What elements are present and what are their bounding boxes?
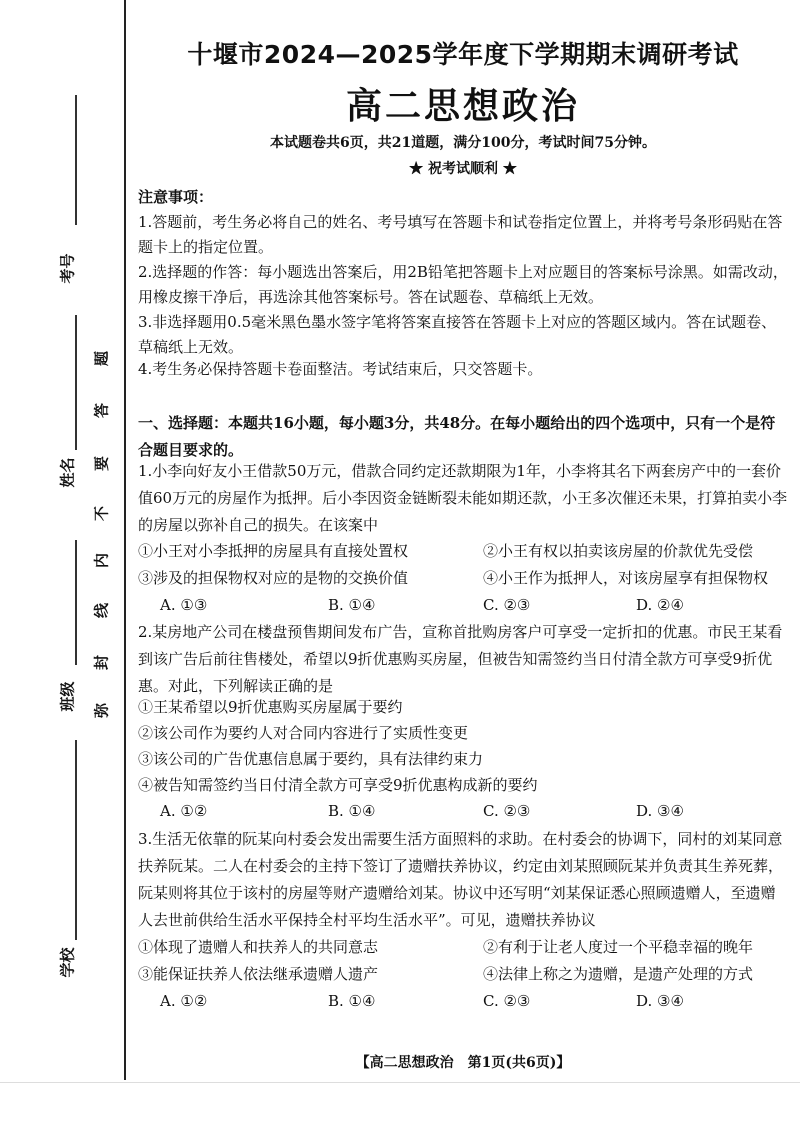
answer-choice: D. ③④ xyxy=(636,802,684,820)
question-option: ④法律上称之为遗赠，是遗产处理的方式 xyxy=(483,965,754,983)
question-stem: 1.小李向好友小王借款50万元，借款合同约定还款期限为1年，小李将其名下两套房产中的一套价值60万元的房屋作为抵押。后小李因资金链断裂未能如期还款，小王多次催还未果，打算拍卖小李的房屋以弥补自己的损失。在该案中 xyxy=(138,462,788,534)
page-footer: 【高二思想政治 第1页(共6页)】 xyxy=(355,1055,571,1071)
question-option: ②该公司作为要约人对合同内容进行了实质性变更 xyxy=(138,724,469,742)
answer-choice: A. ①② xyxy=(160,802,208,820)
notice-item: 3.非选择题用0.5毫米黑色墨水签字笔将答案直接答在答题卡上对应的答题区域内。答在试题卷、草稿纸上无效。 xyxy=(138,313,777,356)
school-line xyxy=(75,740,77,940)
seal-char: 线 xyxy=(92,603,111,619)
exam-no-line xyxy=(75,95,77,225)
question-option: ①小王对小李抵押的房屋具有直接处置权 xyxy=(138,542,409,560)
name-label: 姓名 xyxy=(58,457,77,488)
question-option: ③能保证扶养人依法继承遗赠人遗产 xyxy=(138,965,379,983)
answer-choice: D. ②④ xyxy=(636,596,684,614)
answer-choice: C. ②③ xyxy=(483,992,531,1010)
exam-title: 十堰市2024—2025学年度下学期期末调研考试 xyxy=(187,40,739,69)
answer-choice: B. ①④ xyxy=(328,992,376,1010)
question-stem: 2.某房地产公司在楼盘预售期间发布广告，宣称首批购房客户可享受一定折扣的优惠。市民王某看到该广告后前往售楼处，希望以9折优惠购买房屋，但被告知需签约当日付清全款方可享受9折优惠。对此，下列解读正确的是 xyxy=(138,623,783,695)
answer-choice: B. ①④ xyxy=(328,802,376,820)
question-option: ①体现了遗赠人和扶养人的共同意志 xyxy=(138,938,379,956)
question-option: ④小王作为抵押人，对该房屋享有担保物权 xyxy=(483,569,769,587)
exam-info: 本试题卷共6页，共21道题，满分100分，考试时间75分钟。 xyxy=(270,135,656,151)
exam-no-label: 考号 xyxy=(58,253,77,284)
question-option: ③涉及的担保物权对应的是物的交换价值 xyxy=(138,569,409,587)
seal-char: 答 xyxy=(92,403,111,419)
binding-margin xyxy=(0,0,125,1085)
answer-choice: A. ①③ xyxy=(160,596,208,614)
answer-choice: A. ①② xyxy=(160,992,208,1010)
question-stem: 3.生活无依靠的阮某向村委会发出需要生活方面照料的求助。在村委会的协调下，同村的刘某同意扶养阮某。二人在村委会的主持下签订了遗赠扶养协议，约定由刘某照顾阮某并负责其生养死葬，阮某则将其位于该村的房屋等财产遗赠给刘某。协议中还写明“刘某保证悉心照顾遗赠人，至遗赠人去世前供给生活水平保持全村平均生活水平”。可见，遗赠扶养协议 xyxy=(138,830,784,929)
notice-item: 2.选择题的作答：每小题选出答案后，用2B铅笔把答题卡上对应题目的答案标号涂黑。如需改动，用橡皮擦干净后，再选涂其他答案标号。答在试题卷、草稿纸上无效。 xyxy=(138,263,788,306)
class-line xyxy=(75,540,77,665)
answer-choice: C. ②③ xyxy=(483,596,531,614)
notice-item: 1.答题前，考生务必将自己的姓名、考号填写在答题卡和试卷指定位置上，并将考号条形码贴在答题卡上的指定位置。 xyxy=(138,213,783,256)
answer-choice: D. ③④ xyxy=(636,992,684,1010)
question-option: ③该公司的广告优惠信息属于要约，具有法律约束力 xyxy=(138,750,484,768)
answer-choice: C. ②③ xyxy=(483,802,531,820)
question-option: ②小王有权以拍卖该房屋的价款优先受偿 xyxy=(483,542,754,560)
name-line xyxy=(75,315,77,450)
good-luck-banner: ★ 祝考试顺利 ★ xyxy=(409,161,517,177)
school-label: 学校 xyxy=(58,947,77,978)
seal-char: 内 xyxy=(92,553,111,569)
subject-title: 高二思想政治 xyxy=(345,86,580,127)
seal-char: 不 xyxy=(92,506,111,522)
notice-item: 4.考生务必保持答题卡卷面整洁。考试结束后，只交答题卡。 xyxy=(138,360,543,378)
seal-char: 弥 xyxy=(92,703,111,719)
question-option: ①王某希望以9折优惠购买房屋属于要约 xyxy=(138,698,403,716)
binding-line xyxy=(124,0,126,1080)
seal-char: 题 xyxy=(92,351,111,367)
page-bottom-edge xyxy=(0,1082,800,1083)
class-label: 班级 xyxy=(58,681,77,712)
question-option: ④被告知需签约当日付清全款方可享受9折优惠构成新的要约 xyxy=(138,776,538,794)
question-option: ②有利于让老人度过一个平稳幸福的晚年 xyxy=(483,938,754,956)
section-title: 一、选择题：本题共16小题，每小题3分，共48分。在每小题给出的四个选项中，只有一个是符合题目要求的。 xyxy=(138,414,776,459)
notice-heading: 注意事项： xyxy=(138,188,214,206)
seal-char: 封 xyxy=(92,655,111,671)
seal-char: 要 xyxy=(92,456,111,472)
answer-choice: B. ①④ xyxy=(328,596,376,614)
